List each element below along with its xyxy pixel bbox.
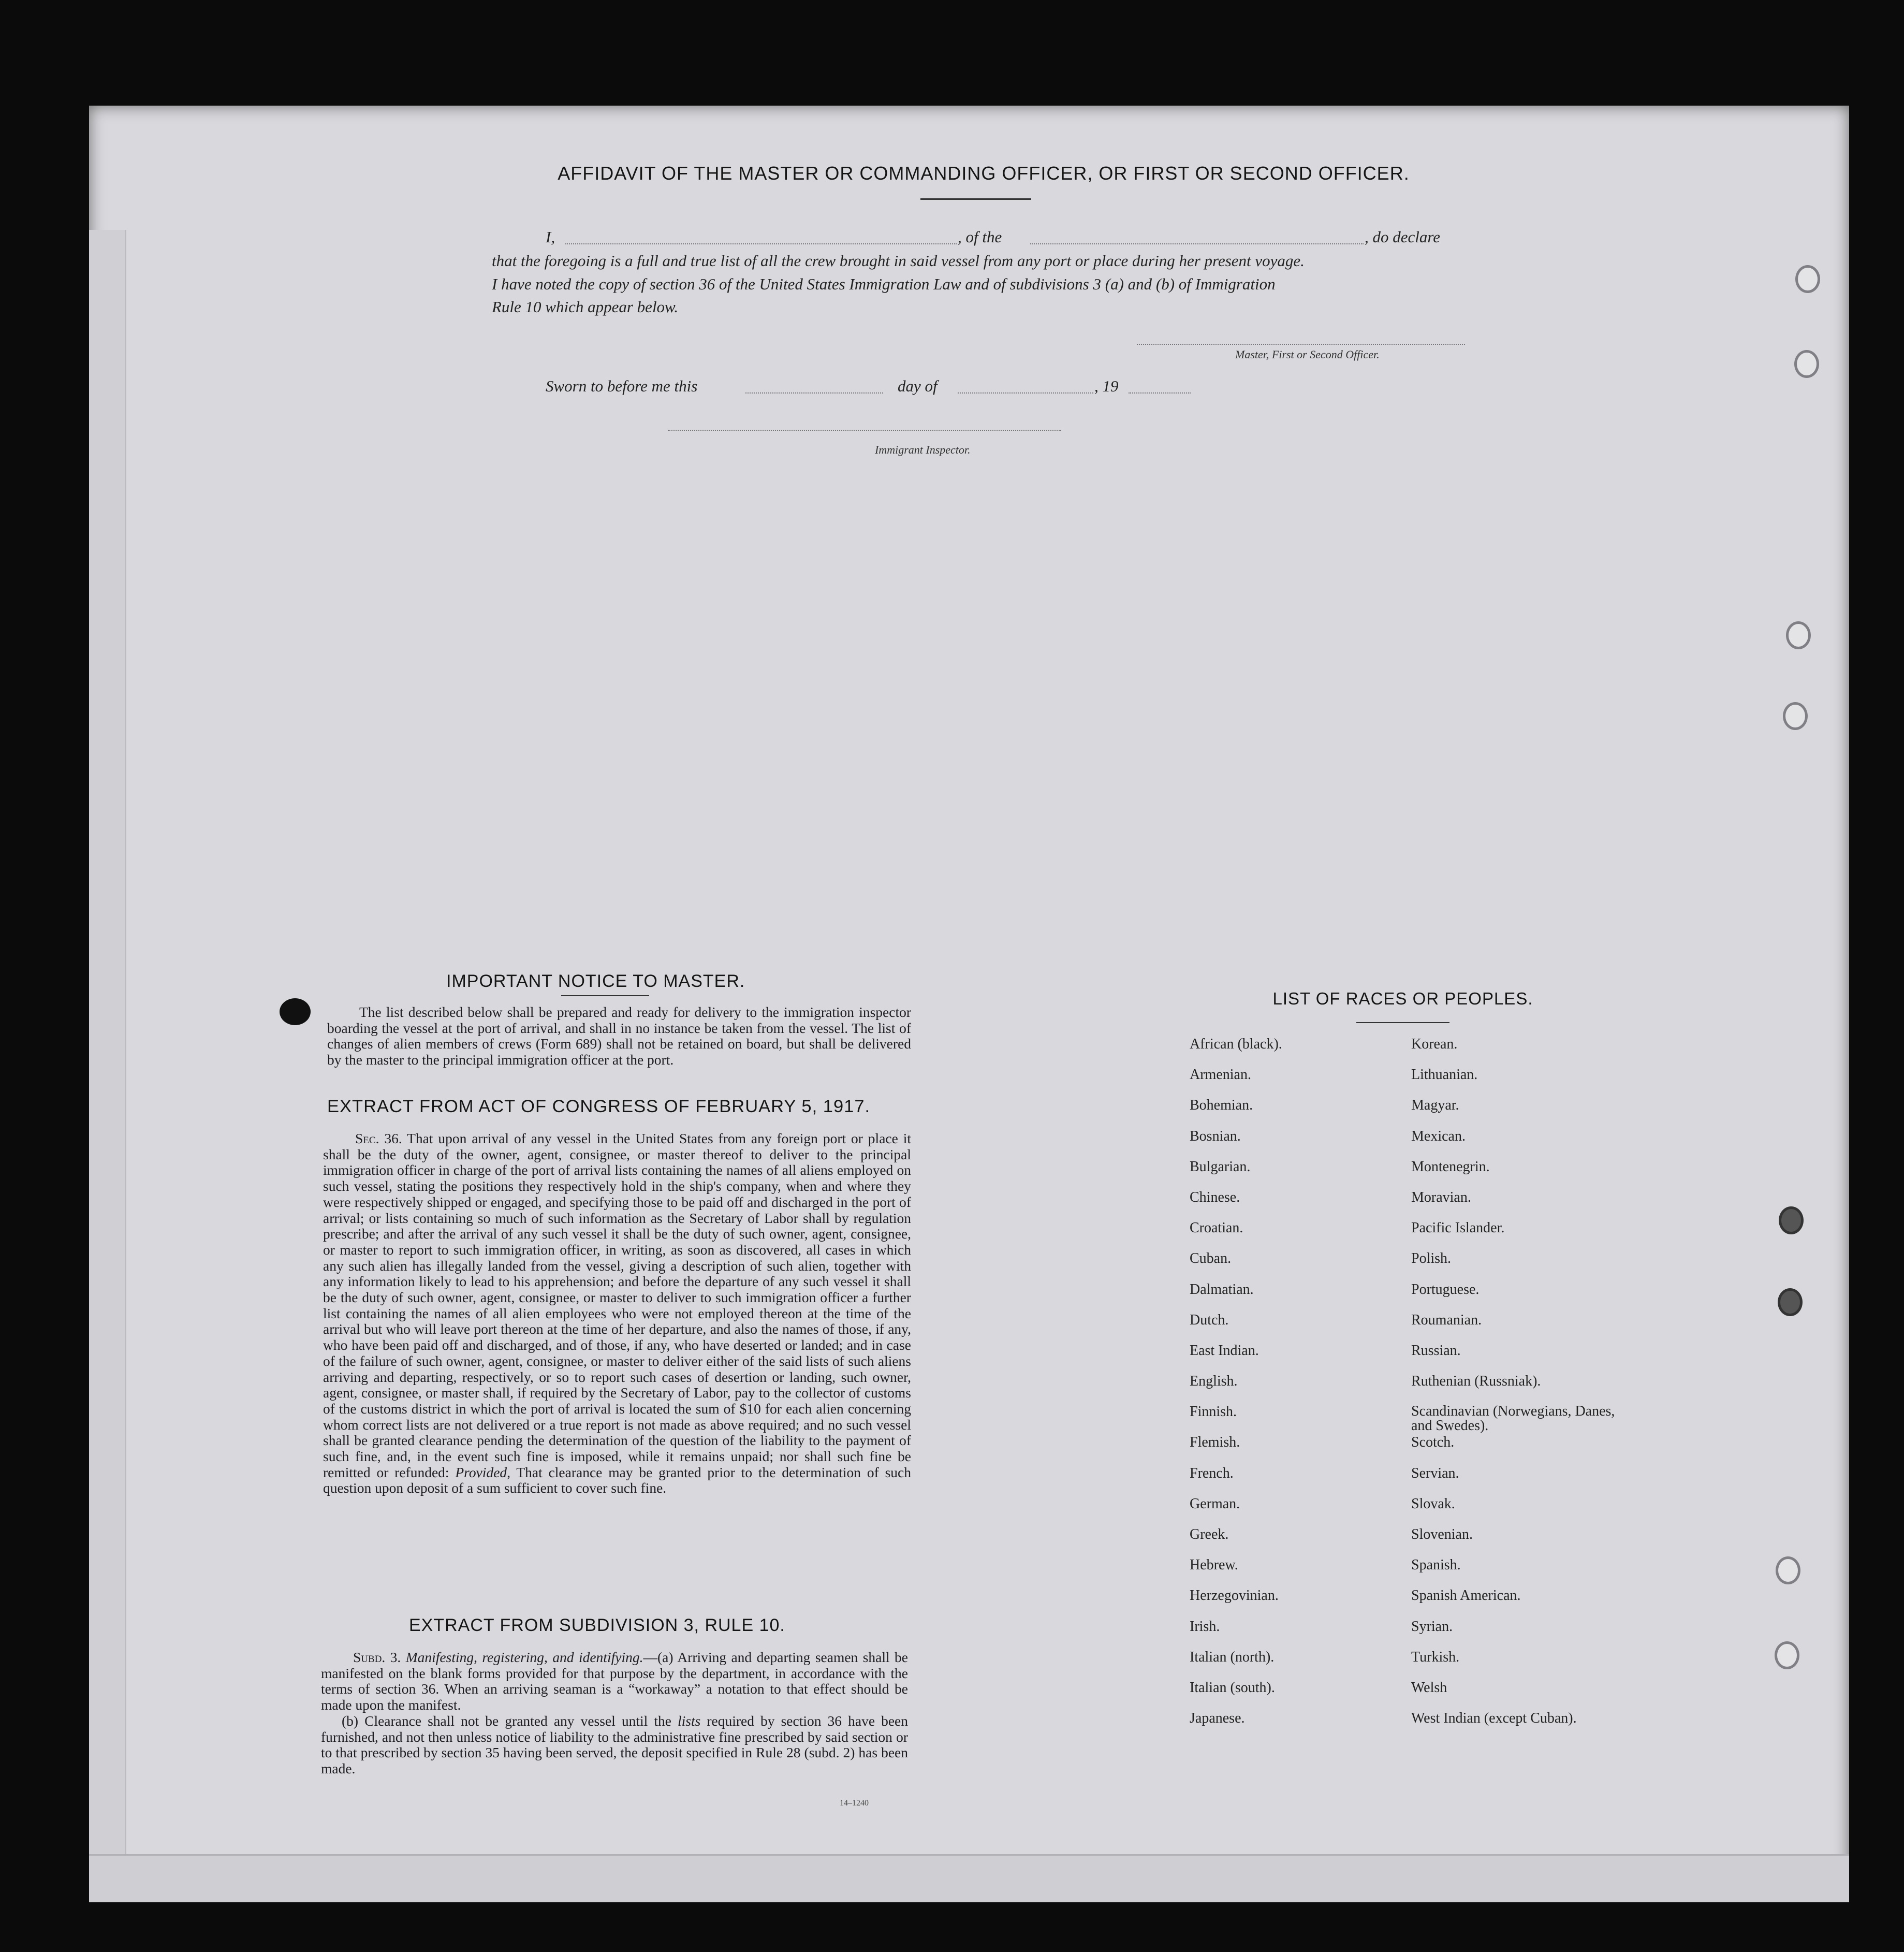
rule-extract-text: Subd. 3. Manifesting, registering, and identifying.—(a) Arriving and departing seamen shall be manifested on the blank forms provided for that purpose by the department, in accordance with the terms of section 36. When an arriving seaman is a “workaway” a notation to that effect should be made upon the manifest. (b) Clearance shall not be granted any vessel until the lists required by section 36 have been furnished, and not then unless notice of liability to the administrative fine prescribed by said section or to that prescribed by section 35 having been served, the deposit specified in Rule 28 (subd. 2) has been made. [321, 1649, 908, 1776]
affidavit-line-3: I have noted the copy of section 36 of the United States Immigration Law and of subdivisions 3 (a) and (b) of Immigration [492, 275, 1276, 293]
race-item: Montenegrin. [1411, 1158, 1490, 1175]
declarant-name-field[interactable] [565, 243, 957, 244]
race-item: Bosnian. [1190, 1128, 1241, 1144]
race-item: Roumanian. [1411, 1312, 1482, 1328]
section-label: Sec. 36. [355, 1130, 402, 1146]
page-bottom-edge [89, 1854, 1849, 1902]
sworn-year-field[interactable] [1129, 392, 1191, 394]
sworn-day-of-label: day of [898, 377, 938, 395]
notice-title: IMPORTANT NOTICE TO MASTER. [446, 971, 745, 991]
race-item: African (black). [1190, 1036, 1282, 1052]
rule-extract-title: EXTRACT FROM SUBDIVISION 3, RULE 10. [409, 1615, 785, 1635]
race-item: Magyar. [1411, 1097, 1459, 1114]
race-item: Dutch. [1190, 1312, 1229, 1328]
race-item: Greek. [1190, 1526, 1229, 1542]
form-number: 14–1240 [840, 1799, 869, 1808]
punch-hole [1795, 265, 1820, 293]
race-item: Slovak. [1411, 1495, 1455, 1512]
punch-hole [1775, 1641, 1799, 1669]
race-item: East Indian. [1190, 1342, 1259, 1359]
race-item: Croatian. [1190, 1220, 1243, 1236]
punch-hole [1776, 1556, 1800, 1584]
affidavit-declare-label: , do declare [1365, 228, 1441, 246]
race-item: Japanese. [1190, 1710, 1245, 1727]
punch-hole [1783, 702, 1808, 730]
inspector-signature-caption: Immigrant Inspector. [875, 443, 971, 456]
race-item: French. [1190, 1465, 1234, 1481]
punch-hole [1778, 1288, 1803, 1316]
race-item: Spanish American. [1411, 1587, 1521, 1604]
affidavit-declarant-label: I, [546, 228, 555, 246]
punch-hole [1794, 350, 1819, 378]
race-item: Syrian. [1411, 1618, 1453, 1635]
race-item: Bohemian. [1190, 1097, 1253, 1114]
sworn-year-label: , 19 [1094, 377, 1119, 395]
race-item: Russian. [1411, 1342, 1461, 1359]
sworn-month-field[interactable] [958, 392, 1093, 394]
race-item: Irish. [1190, 1618, 1220, 1635]
ink-blot [280, 998, 311, 1025]
race-item: Moravian. [1411, 1189, 1471, 1205]
affidavit-of-the-label: , of the [958, 228, 1002, 246]
subdivision-heading: Manifesting, registering, and identifying. [405, 1649, 643, 1665]
act-extract-title: EXTRACT FROM ACT OF CONGRESS OF FEBRUARY 5, 1917. [327, 1097, 871, 1116]
proviso-label: Provided, [455, 1464, 511, 1480]
races-column-2 [1411, 1037, 1629, 1741]
affidavit-line-2: that the foregoing is a full and true list of all the crew brought in said vessel from any port or place during her present voyage. [492, 252, 1305, 270]
race-item: Scandinavian (Norwegians, Danes, and Swedes). [1411, 1403, 1615, 1434]
subdivision-label: Subd. 3. [353, 1649, 401, 1665]
sworn-day-field[interactable] [745, 392, 883, 394]
sworn-label: Sworn to before me this [546, 377, 698, 395]
race-item: West Indian (except Cuban). [1411, 1710, 1577, 1727]
race-item: Korean. [1411, 1036, 1458, 1052]
race-item: Turkish. [1411, 1649, 1460, 1665]
race-item: Slovenian. [1411, 1526, 1473, 1542]
race-item: Lithuanian. [1411, 1067, 1478, 1083]
race-item: Armenian. [1190, 1067, 1251, 1083]
notice-title-rule [561, 995, 649, 996]
race-item: Bulgarian. [1190, 1158, 1251, 1175]
affidavit-title: AFFIDAVIT OF THE MASTER OR COMMANDING OFFICER, OR FIRST OR SECOND OFFICER. [558, 163, 1410, 184]
race-item: German. [1190, 1495, 1240, 1512]
race-item: Scotch. [1411, 1434, 1455, 1451]
page-edge-strip [89, 230, 126, 1902]
vessel-name-field[interactable] [1030, 243, 1364, 244]
race-item: Mexican. [1411, 1128, 1466, 1144]
title-rule [920, 198, 1031, 200]
inspector-signature-field[interactable] [668, 430, 1061, 431]
race-item: Dalmatian. [1190, 1281, 1254, 1298]
race-item: Chinese. [1190, 1189, 1240, 1205]
race-item: Herzegovinian. [1190, 1587, 1279, 1604]
race-item: Spanish. [1411, 1557, 1461, 1574]
punch-hole [1786, 621, 1811, 649]
race-item: Polish. [1411, 1250, 1452, 1267]
races-title-rule [1356, 1022, 1449, 1023]
race-item: Servian. [1411, 1465, 1459, 1481]
race-item: Cuban. [1190, 1250, 1232, 1267]
race-item: English. [1190, 1373, 1238, 1390]
races-title: LIST OF RACES OR PEOPLES. [1272, 989, 1533, 1008]
race-item: Ruthenian (Russniak). [1411, 1373, 1541, 1390]
races-column-1 [1190, 1037, 1282, 1741]
race-item: Portuguese. [1411, 1281, 1480, 1298]
master-signature-caption: Master, First or Second Officer. [1235, 348, 1380, 361]
act-extract-text: Sec. 36. That upon arrival of any vessel in the United States from any foreign port or place it shall be the duty of the owner, agent, consignee, or master thereof to deliver to the principal immigration officer in charge of the port of arrival lists containing the names of all aliens employed on such vessel, stating the positions they respectively hold in the ship's company, when and where they were respectively shipped or engaged, and specifying those to be paid off and discharged in the port of arrival; or lists containing so much of such information as the Secretary of Labor shall by regulation prescribe; and after the arrival of any such vessel it shall be the duty of such owner, agent, consignee, or master to report to such immigration officer, in writing, as soon as discovered, all cases in which any such alien has illegally landed from the vessel, giving a description of such alien, together with any information likely to lead to his apprehension; and before the departure of any such vessel it shall be the duty of such owner, agent, consignee, or master to deliver to such immigration officer a further list containing the names of all alien employees who were not employed thereon at the time of the arrival but who will leave port thereon at the time of her departure, and also the names of those, if any, who have been paid off and discharged, and of those, if any, who have deserted or landed; and in case of the failure of such owner, agent, consignee, or master to deliver either of the said lists of such aliens arriving and departing, respectively, or so to report such cases of desertion or landing, such owner, agent, consignee, or master shall, if required by the Secretary of Labor, pay to the collector of customs of the customs district in which the port of arrival is located the sum of $10 for each alien concerning whom correct lists are not delivered or a true report is not made as above required; and no such vessel shall be granted clearance pending the determination of the question of the liability to the payment of such fine, and, in the event such fine is imposed, while it remains unpaid; nor shall such fine be remitted or refunded: Provided, That clearance may be granted prior to the determination of such question upon deposit of a sum sufficient to cover such fine. [323, 1130, 911, 1496]
notice-text: The list described below shall be prepared and ready for delivery to the immigration inspector boarding the vessel at the port of arrival, and shall in no instance be taken from the vessel. The list of changes of alien members of crews (Form 689) shall not be retained on board, but shall be delivered by the master to the principal immigration officer at the port. [327, 1004, 911, 1068]
punch-hole [1779, 1206, 1804, 1234]
master-signature-field[interactable] [1137, 344, 1465, 345]
race-item: Pacific Islander. [1411, 1220, 1505, 1236]
race-item: Flemish. [1190, 1434, 1240, 1451]
affidavit-line-4: Rule 10 which appear below. [492, 298, 679, 316]
race-item: Italian (north). [1190, 1649, 1275, 1665]
race-item: Hebrew. [1190, 1557, 1238, 1574]
race-item: Italian (south). [1190, 1679, 1275, 1696]
race-item: Finnish. [1190, 1404, 1237, 1420]
race-item: Welsh [1411, 1679, 1447, 1696]
